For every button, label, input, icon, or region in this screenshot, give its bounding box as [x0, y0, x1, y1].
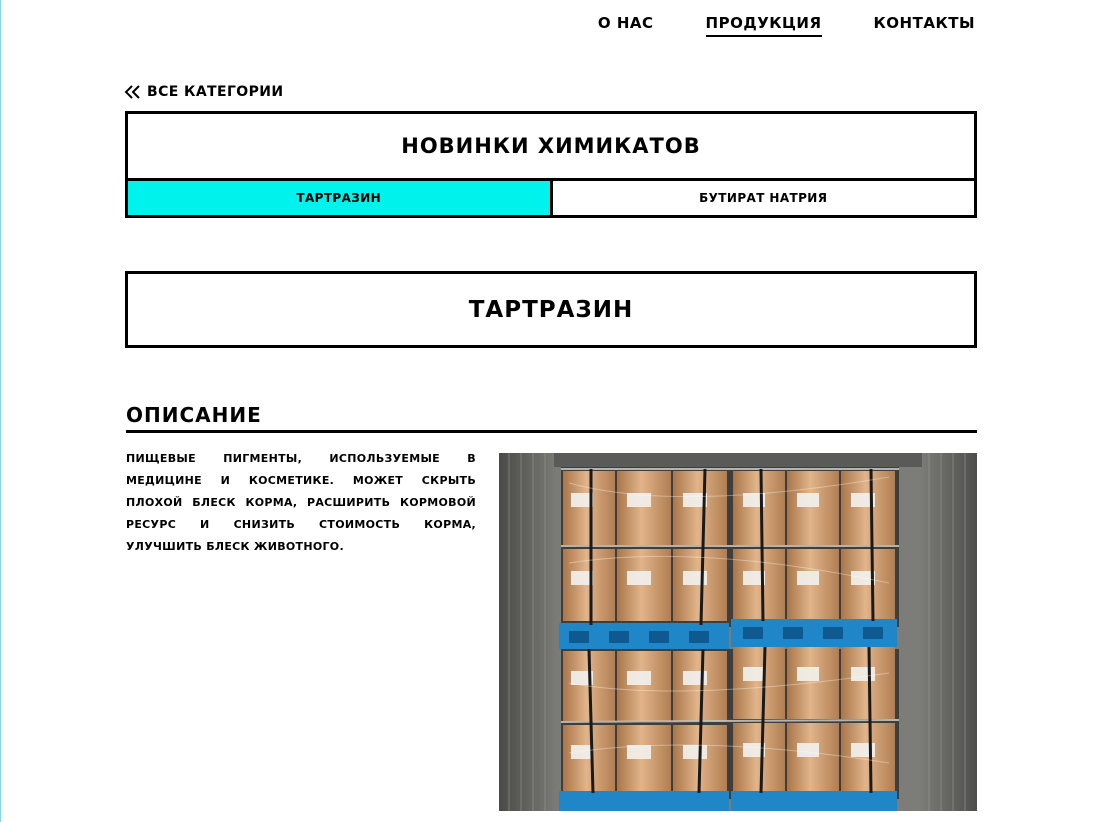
product-title: ТАРТРАЗИН — [125, 271, 977, 348]
nav-item-contacts[interactable]: КОНТАКТЫ — [873, 14, 975, 32]
tab-tartrazine[interactable]: ТАРТРАЗИН — [128, 181, 550, 215]
back-link-label: ВСЕ КАТЕГОРИИ — [147, 84, 284, 100]
nav-item-products[interactable]: ПРОДУКЦИЯ — [706, 14, 822, 37]
description-text: ПИЩЕВЫЕ ПИГМЕНТЫ, ИСПОЛЬЗУЕМЫЕ В МЕДИЦИНЕ И КОСМЕТИКЕ. МОЖЕТ СКРЫТЬ ПЛОХОЙ БЛЕСК КОРМА, РАСШИРИТЬ КОРМОВОЙ РЕСУРС И СНИЗИТЬ СТОИМОСТЬ КОРМА, УЛУЧШИТЬ БЛЕСК ЖИВОТНОГО. — [126, 452, 476, 553]
category-panel — [125, 111, 977, 218]
description-heading: ОПИСАНИЕ — [126, 403, 977, 433]
back-to-categories-link[interactable] — [124, 84, 284, 100]
category-tabs — [128, 181, 974, 215]
product-photo — [499, 453, 977, 811]
nav-item-about[interactable]: О НАС — [597, 14, 654, 32]
main-nav — [598, 14, 975, 37]
tab-sodium-butyrate[interactable]: БУТИРАТ НАТРИЯ — [550, 181, 975, 215]
double-chevron-left-icon — [124, 84, 142, 100]
category-title: НОВИНКИ ХИМИКАТОВ — [128, 114, 974, 181]
